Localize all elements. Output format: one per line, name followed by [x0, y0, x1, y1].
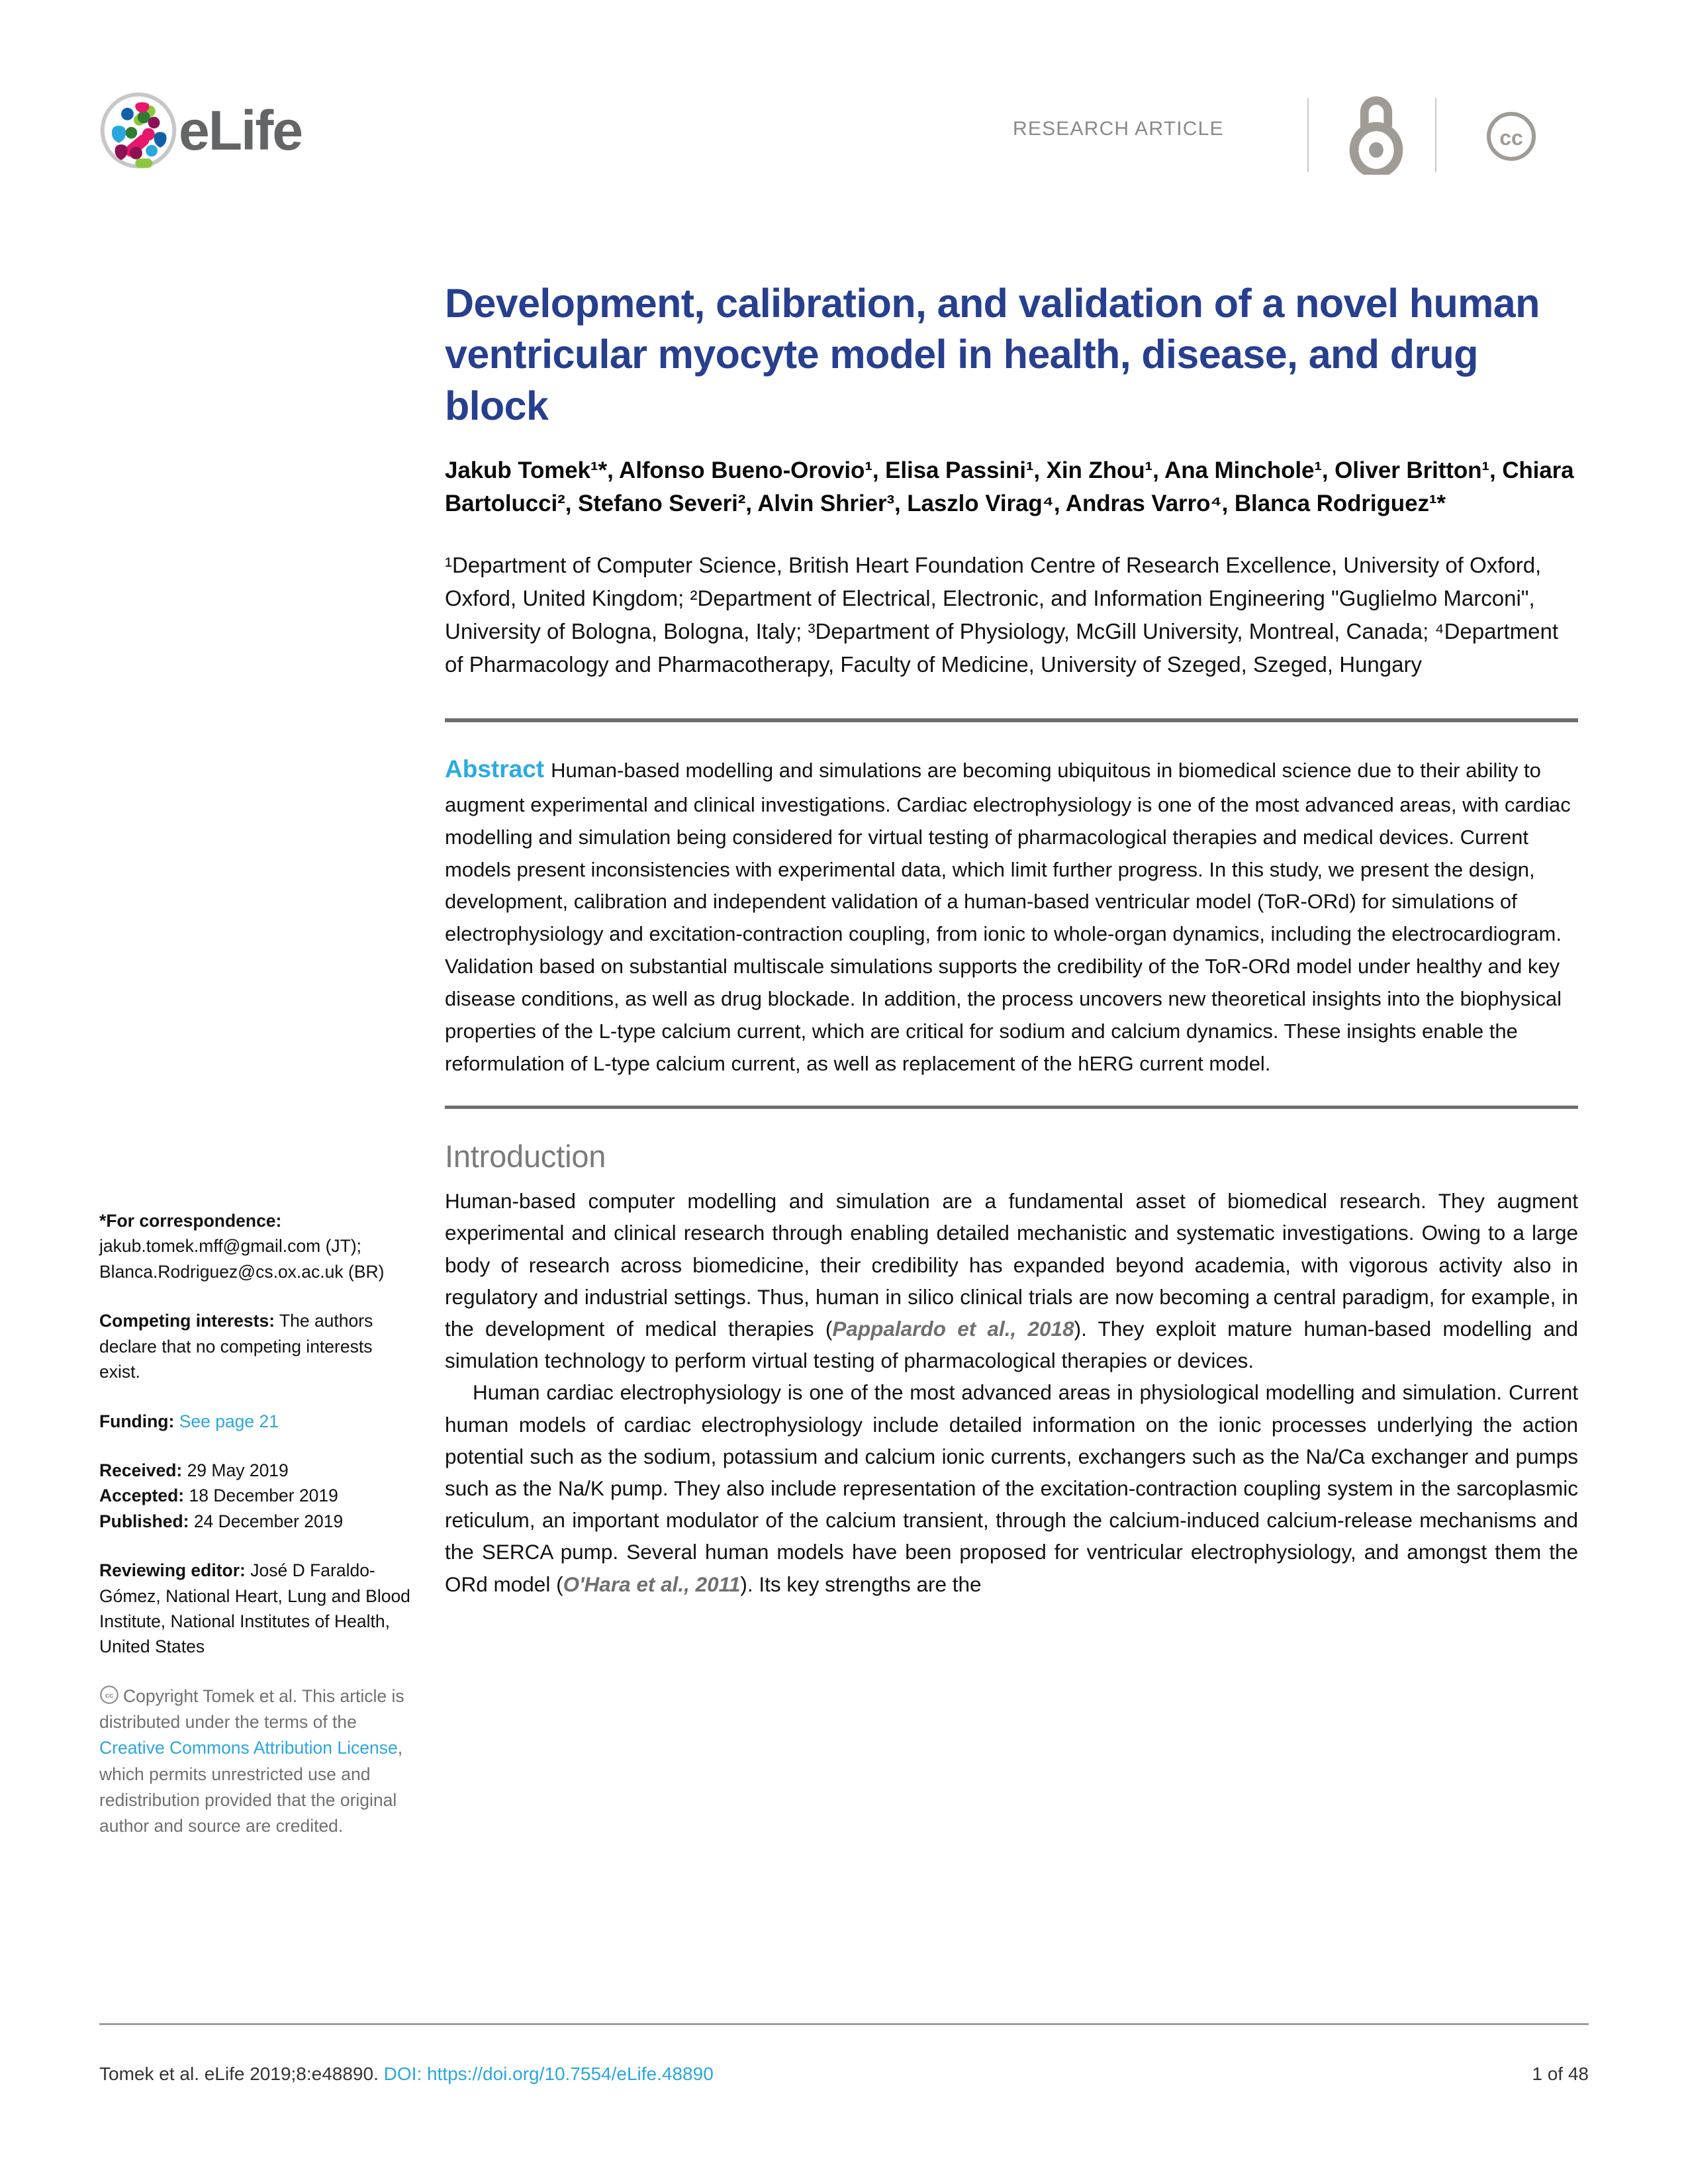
main-content-column: [445, 278, 1578, 1600]
abstract-label: Abstract: [445, 755, 545, 783]
citation-pappalardo[interactable]: Pappalardo et al., 2018: [832, 1317, 1074, 1341]
correspondence-label: *For correspondence:: [99, 1211, 282, 1231]
published-value: 24 December 2019: [189, 1511, 344, 1531]
article-sidebar: [99, 1208, 410, 1863]
intro-p1-text-b: ). They exploit mature human-based modelling and simulation technology to perform virtual testing of pharmacological therapies or devices.: [445, 1317, 1578, 1373]
footer-rule: [99, 2023, 1589, 2025]
page-title: Development, calibration, and validation of a novel human ventricular myocyte model in health, disease, and drug block: [445, 281, 1540, 428]
correspondence-email-1[interactable]: jakub.tomek.mff@gmail.com (JT);: [99, 1236, 362, 1257]
affiliations: ¹Department of Computer Science, British Heart Foundation Centre of Research Excellence, University of Oxford, Oxford, United Kingdom; ²Department of Electrical, Electronic, and Information Engineering "Guglielmo Marconi", University of Bologna, Bologna, Italy; ³Department of Physiology, McGill University, Montreal, Canada; ⁴Department of Pharmacology and Pharmacotherapy, Faculty of Medicine, University of Szeged, Szeged, Hungary: [445, 552, 1559, 677]
dates-block: [99, 1458, 410, 1534]
elife-logo-text: eLife: [179, 99, 303, 162]
footer-doi-link[interactable]: DOI: https://doi.org/10.7554/eLife.48890: [383, 2064, 714, 2084]
open-access-lock-icon: [1347, 94, 1405, 175]
abstract-section: [445, 722, 1578, 1106]
article-type-label: RESEARCH ARTICLE: [1013, 118, 1224, 140]
intro-p1-text-a: Human-based computer modelling and simulation are a fundamental asset of biomedical research. They augment experimental and clinical research through enabling detailed mechanistic and systematic investigations. Owing to a large body of research across biomedicine, their credibility has expanded beyond academia, with vigorous activity also in regulatory and industrial settings. Thus, human in silico clinical trials are now becoming a central paradigm, for example, in the development of medical therapies (: [445, 1189, 1578, 1341]
footer-citation-wrap: [99, 2064, 714, 2085]
correspondence-email-2[interactable]: Blanca.Rodriguez@cs.ox.ac.uk (BR): [99, 1261, 385, 1282]
abstract-text: Human-based modelling and simulations are becoming ubiquitous in biomedical science due to their ability to augment experimental and clinical investigations. Cardiac electrophysiology is one of the most advanced areas, with cardiac modelling and simulation being considered for virtual testing of pharmacological therapies and medical devices. Current models present inconsistencies with experimental data, which limit further progress. In this study, we present the design, development, calibration and independent validation of a human-based ventricular model (ToR-ORd) for simulations of electrophysiology and excitation-contraction coupling, from ionic to whole-organ dynamics, including the electrocardiogram. Validation based on substantial multiscale simulations supports the credibility of the ToR-ORd model under healthy and key disease conditions, as well as drug blockade. In addition, the process uncovers new theoretical insights into the biophysical properties of the L-type calcium current, which are critical for sodium and calcium dynamics. These insights enable the reformulation of L-type calcium current, as well as replacement of the hERG current model.: [445, 759, 1571, 1076]
intro-p2-text-a: Human cardiac electrophysiology is one of the most advanced areas in physiological modelling and simulation. Current human models of cardiac electrophysiology include detailed information on the ionic processes underlying the action potential such as the sodium, potassium and calcium ionic currents, exchangers such as the Na/Ca exchanger and pumps such as the Na/K pump. They also include representation of the excitation-contraction coupling system in the sarcoplasmic reticulum, an important modulator of the calcium transient, through the calcium-induced calcium-release mechanisms and the SERCA pump. Several human models have been proposed for ventricular electrophysiology, and amongst them the ORd model (: [445, 1380, 1578, 1596]
competing-interests-label: Competing interests:: [99, 1311, 275, 1331]
accepted-label: Accepted:: [99, 1486, 185, 1506]
reviewing-editor-value: José D Faraldo-Gómez, National Heart, Lung and Blood Institute, National Institutes of Health, United States: [99, 1560, 410, 1657]
creative-commons-icon: [1485, 110, 1538, 163]
introduction-heading: Introduction: [445, 1139, 606, 1174]
introduction-paragraph-1: [445, 1185, 1578, 1376]
page-header: [0, 79, 1688, 192]
header-divider-2: [1435, 98, 1436, 172]
elife-logo[interactable]: [99, 91, 302, 169]
elife-logo-mark: [99, 91, 177, 169]
correspondence-block: [99, 1208, 410, 1284]
copyright-text-b: , which permits unrestricted use and redistribution provided that the original author and source are credited.: [99, 1738, 403, 1836]
page-footer: [99, 2064, 1589, 2085]
footer-page-number: 1 of 48: [1532, 2064, 1589, 2084]
received-value: 29 May 2019: [182, 1460, 289, 1480]
funding-label: Funding:: [99, 1411, 175, 1431]
reviewing-editor-block: [99, 1558, 410, 1660]
author-list: Jakub Tomek¹*, Alfonso Bueno-Orovio¹, Elisa Passini¹, Xin Zhou¹, Ana Minchole¹, Oliver Britton¹, Chiara Bartolucci², Stefano Severi², Alvin Shrier³, Laszlo Virag⁴, Andras Varro⁴, Blanca Rodriguez¹*: [445, 457, 1574, 517]
footer-citation: Tomek et al. eLife 2019;8:e48890.: [99, 2064, 384, 2084]
accepted-value: 18 December 2019: [184, 1486, 338, 1506]
creative-commons-small-icon: [99, 1685, 119, 1705]
introduction-paragraph-2: [445, 1376, 1578, 1599]
license-link[interactable]: Creative Commons Attribution License: [99, 1738, 398, 1758]
copyright-text-a: Copyright Tomek et al. This article is distributed under the terms of the: [99, 1685, 404, 1733]
received-label: Received:: [99, 1460, 183, 1480]
funding-block: [99, 1409, 410, 1434]
funding-link[interactable]: See page 21: [179, 1411, 279, 1431]
competing-interests-text: The authors declare that no competing interests exist.: [99, 1311, 373, 1382]
abstract-bottom-rule: [445, 1106, 1578, 1109]
intro-p2-text-b: ). Its key strengths are the: [740, 1572, 982, 1596]
reviewing-editor-label: Reviewing editor:: [99, 1560, 246, 1581]
svg-text:cc: cc: [105, 1691, 114, 1700]
citation-ohara[interactable]: O'Hara et al., 2011: [563, 1572, 741, 1596]
header-divider-1: [1307, 98, 1309, 172]
svg-text:cc: cc: [1499, 126, 1523, 150]
copyright-block: [99, 1684, 410, 1839]
competing-interests-block: [99, 1308, 410, 1384]
published-label: Published:: [99, 1511, 189, 1531]
